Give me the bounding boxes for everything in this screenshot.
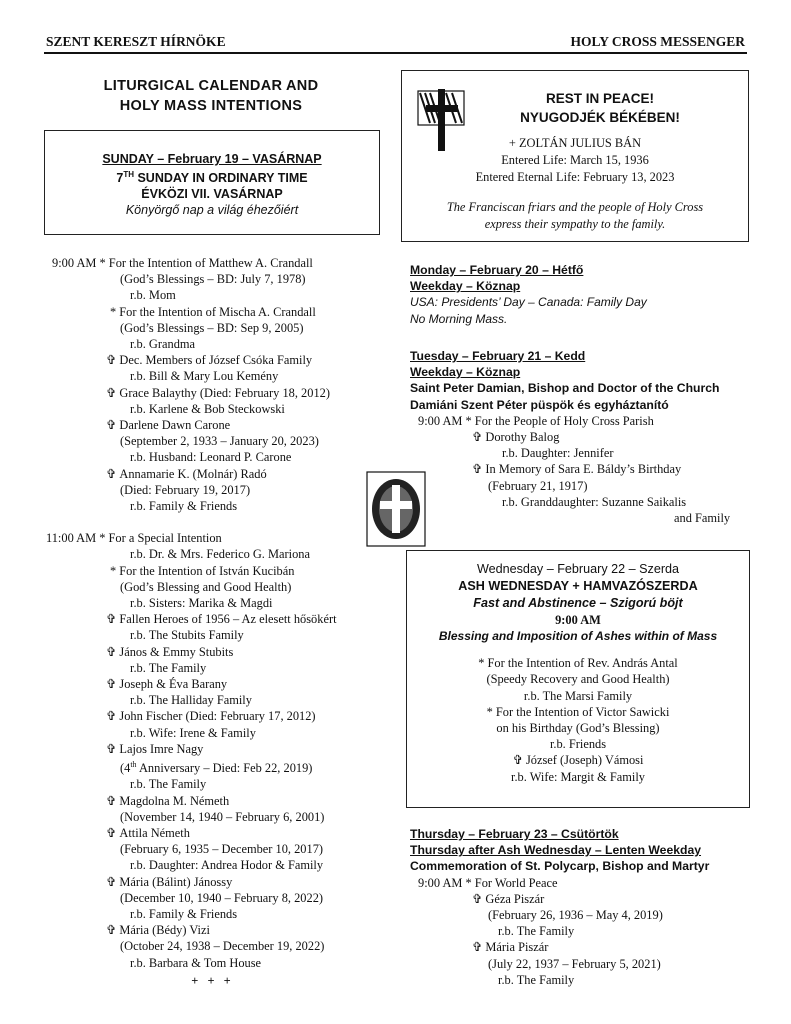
tuesday-saint-hu: Damiáni Szent Péter püspök és egyháztanító — [410, 397, 669, 412]
monday-section — [410, 262, 755, 327]
rip-foot-line1: The Franciscan friars and the people of Holy Cross — [446, 200, 704, 214]
intention-line: r.b. Dr. & Mrs. Federico G. Mariona — [130, 547, 310, 562]
monday-note: USA: Presidents’ Day – Canada: Family Day — [410, 295, 647, 310]
rip-body — [412, 135, 738, 186]
intention-line: r.b. Family & Friends — [130, 907, 238, 922]
intention-line: * For the Intention of Mischa A. Crandall — [110, 304, 316, 319]
intention-text: Mária Piszár — [485, 940, 549, 955]
rip-title-line1: REST IN PEACE! — [545, 91, 654, 106]
intention-line: (God’s Blessings – BD: July 7, 1978) — [120, 272, 306, 287]
intention-line: r.b. Wife: Margit & Family — [511, 769, 645, 784]
cross-icon: ✞ — [106, 923, 117, 938]
tuesday-date: Tuesday – February 21 – Kedd — [410, 349, 586, 363]
cross-icon: ✞ — [106, 385, 117, 400]
intention-line: (December 10, 1940 – February 8, 2022) — [120, 890, 324, 905]
intention-line: r.b. The Family — [498, 924, 575, 939]
sunday-ordinal-rest: SUNDAY IN ORDINARY TIME — [133, 171, 308, 186]
wednesday-time: 9:00 AM — [555, 613, 601, 627]
sunday-ordinal — [45, 167, 379, 186]
intention-line: r.b. Granddaughter: Suzanne Saikalis — [502, 494, 687, 509]
ash-wednesday-box — [406, 550, 750, 808]
header-rule — [44, 52, 747, 54]
intention-line: r.b. The Marsi Family — [523, 688, 633, 703]
intention-line: (February 21, 1917) — [488, 478, 588, 493]
intention-line: (July 22, 1937 – February 5, 2021) — [488, 956, 661, 971]
cross-icon: ✞ — [472, 430, 483, 445]
intention-line: (God’s Blessing and Good Health) — [120, 579, 292, 594]
header-right-title: HOLY CROSS MESSENGER — [570, 34, 745, 49]
intention-text: Darlene Dawn Carone — [119, 418, 231, 433]
cross-icon: ✞ — [106, 874, 117, 889]
intention-line: r.b. Daughter: Jennifer — [502, 446, 614, 461]
intention-line: 9:00 AM * For the People of Holy Cross Parish — [418, 413, 654, 428]
intention-line: (September 2, 1933 – January 20, 2023) — [120, 434, 319, 449]
cross-icon: ✞ — [472, 940, 483, 955]
intention-line — [40, 417, 385, 433]
intention-line: (Died: February 19, 2017) — [120, 482, 251, 497]
cross-icon: ✞ — [106, 353, 117, 368]
intention-line: (February 26, 1936 – May 4, 2019) — [488, 908, 663, 923]
intention-text: Grace Balaythy (Died: February 18, 2012) — [119, 385, 330, 400]
thursday-commemoration: Commemoration of St. Polycarp, Bishop and Martyr — [410, 859, 710, 874]
intention-text: Mária (Bálint) Jánossy — [119, 874, 233, 889]
rip-footnote — [412, 199, 738, 233]
liturgical-title-line1: LITURGICAL CALENDAR AND — [103, 78, 319, 94]
intention-line: r.b. The Family — [130, 660, 207, 675]
tuesday-section — [410, 348, 755, 526]
header-left-title: SZENT KERESZT HÍRNÖKE — [46, 34, 226, 49]
monday-date: Monday – February 20 – Hétfő — [410, 263, 584, 277]
intention-line — [40, 757, 385, 776]
intention-line: (God’s Blessings – BD: Sep 9, 2005) — [120, 320, 304, 335]
intention-text: (4 — [120, 761, 131, 776]
intention-line — [40, 922, 385, 938]
intention-line: r.b. Daughter: Andrea Hodor & Family — [130, 858, 324, 873]
intention-text: Mária (Bédy) Vizi — [119, 923, 210, 938]
intention-line — [40, 611, 385, 627]
cross-icon: ✞ — [106, 466, 117, 481]
intention-line: (February 6, 1935 – December 10, 2017) — [120, 842, 324, 857]
intention-text: John Fischer (Died: February 17, 2012) — [119, 709, 316, 724]
liturgical-calendar-title — [46, 76, 376, 116]
intention-line — [40, 676, 385, 692]
intention-line: (Speedy Recovery and Good Health) — [486, 672, 670, 687]
intention-line: r.b. Sisters: Marika & Magdi — [130, 596, 273, 611]
cross-icon: ✞ — [106, 741, 117, 756]
sunday-ordinal-suffix: TH — [123, 170, 134, 179]
intention-line: r.b. The Halliday Family — [130, 693, 252, 708]
monday-no-mass: No Morning Mass. — [410, 311, 508, 326]
cross-icon: ✞ — [106, 677, 117, 692]
cross-icon: ✞ — [512, 753, 523, 768]
ash-cross-icon — [366, 471, 426, 547]
intention-line — [40, 644, 385, 660]
intention-line: (November 14, 1940 – February 6, 2001) — [120, 809, 325, 824]
sunday-mass-intentions — [40, 255, 385, 989]
intention-line: 9:00 AM * For World Peace — [418, 875, 558, 890]
intention-line: r.b. Husband: Leonard P. Carone — [130, 450, 292, 465]
cross-icon: ✞ — [106, 709, 117, 724]
intention-line: r.b. Mom — [130, 288, 176, 303]
intention-line — [40, 825, 385, 841]
cross-icon: ✞ — [472, 462, 483, 477]
wednesday-fast: Fast and Abstinence – Szigorú böjt — [473, 596, 683, 610]
thursday-date: Thursday – February 23 – Csütörtök — [410, 827, 619, 841]
intention-line: 11:00 AM * For a Special Intention — [46, 531, 222, 546]
sunday-hungarian: ÉVKÖZI VII. VASÁRNAP — [141, 187, 283, 202]
intention-text: Annamarie K. (Molnár) Radó — [119, 466, 267, 481]
intention-line — [40, 466, 385, 482]
thursday-weekday: Thursday after Ash Wednesday – Lenten Weekday — [410, 843, 702, 858]
wednesday-title: ASH WEDNESDAY + HAMVAZÓSZERDA — [458, 579, 698, 593]
intention-text: In Memory of Sara E. Báldy’s Birthday — [485, 462, 682, 477]
intention-text: János & Emmy Stubits — [119, 644, 234, 659]
intention-line: on his Birthday (God’s Blessing) — [496, 721, 660, 736]
intention-line: r.b. The Family — [130, 777, 207, 792]
wednesday-date: Wednesday – February 22 – Szerda — [476, 562, 680, 576]
intention-text: Dec. Members of József Csóka Family — [119, 353, 313, 368]
end-marks: + + + — [191, 973, 234, 988]
intention-line: r.b. Family & Friends — [130, 499, 238, 514]
rip-entered-eternal: Entered Eternal Life: February 13, 2023 — [475, 170, 675, 184]
intention-line: r.b. Karlene & Bob Steckowski — [130, 401, 285, 416]
intention-line — [410, 891, 755, 907]
intention-line — [410, 939, 755, 955]
tuesday-saint-en: Saint Peter Damian, Bishop and Doctor of the Church — [410, 381, 720, 396]
intention-line: r.b. The Stubits Family — [130, 628, 244, 643]
cross-icon: ✞ — [106, 793, 117, 808]
intention-line — [40, 708, 385, 724]
intention-line: 9:00 AM * For the Intention of Matthew A. Crandall — [52, 256, 313, 270]
cross-icon: ✞ — [106, 612, 117, 627]
ordinal-suffix: th — [130, 760, 137, 770]
intention-text: Joseph & Éva Barany — [119, 677, 228, 692]
intention-line — [410, 461, 755, 477]
intention-line: r.b. Bill & Mary Lou Kemény — [130, 369, 279, 384]
wednesday-blessing: Blessing and Imposition of Ashes within of Mass — [438, 629, 718, 644]
cross-icon: ✞ — [106, 418, 117, 433]
liturgical-title-line2: HOLY MASS INTENTIONS — [119, 98, 303, 114]
intention-line: r.b. Barbara & Tom House — [130, 955, 262, 970]
intention-line: * For the Intention of Rev. András Antal — [478, 656, 678, 671]
intention-line: and Family — [674, 511, 731, 526]
rip-title — [462, 89, 738, 127]
intention-line — [40, 741, 385, 757]
cross-icon: ✞ — [106, 644, 117, 659]
intention-line: r.b. The Family — [498, 972, 575, 987]
intention-text: József (Joseph) Vámosi — [525, 753, 644, 768]
sunday-date: SUNDAY – February 19 – VASÁRNAP — [102, 152, 322, 166]
intention-line — [40, 793, 385, 809]
intention-text: Magdolna M. Németh — [119, 793, 230, 808]
intention-line: r.b. Grandma — [130, 337, 196, 352]
sunday-box — [44, 130, 380, 235]
intention-text: Géza Piszár — [485, 891, 545, 906]
rest-in-peace-box — [401, 70, 749, 242]
intention-line — [40, 352, 385, 368]
sunday-prayer: Könyörgő nap a világ éhezőiért — [125, 203, 299, 218]
intention-text: Attila Németh — [119, 826, 190, 841]
monday-weekday: Weekday – Köznap — [410, 279, 521, 294]
intention-line: r.b. Friends — [549, 737, 607, 752]
sunday-ordinal-num: 7 — [116, 171, 124, 186]
intention-line: (October 24, 1938 – December 19, 2022) — [120, 939, 325, 954]
rip-title-line2: NYUGODJÉK BÉKÉBEN! — [520, 110, 680, 125]
tuesday-weekday: Weekday – Köznap — [410, 365, 521, 380]
intention-line — [407, 752, 749, 768]
intention-line — [40, 874, 385, 890]
intention-line: * For the Intention of Victor Sawicki — [486, 704, 670, 719]
intention-text: Dorothy Balog — [485, 430, 560, 445]
intention-line — [40, 385, 385, 401]
thursday-section — [410, 826, 755, 988]
intention-line — [410, 429, 755, 445]
intention-text: Lajos Imre Nagy — [119, 741, 204, 756]
rip-foot-line2: express their sympathy to the family. — [484, 217, 666, 231]
intention-line: * For the Intention of István Kucibán — [110, 563, 295, 578]
intention-text: Anniversary – Died: Feb 22, 2019) — [136, 761, 313, 776]
intention-line: r.b. Wife: Irene & Family — [130, 725, 256, 740]
intention-text: Fallen Heroes of 1956 – Az elesett hősökért — [119, 612, 337, 627]
rip-entered-life: Entered Life: March 15, 1936 — [501, 153, 649, 167]
rip-name: + ZOLTÁN JULIUS BÁN — [508, 136, 642, 150]
cross-icon: ✞ — [472, 891, 483, 906]
cross-icon: ✞ — [106, 826, 117, 841]
